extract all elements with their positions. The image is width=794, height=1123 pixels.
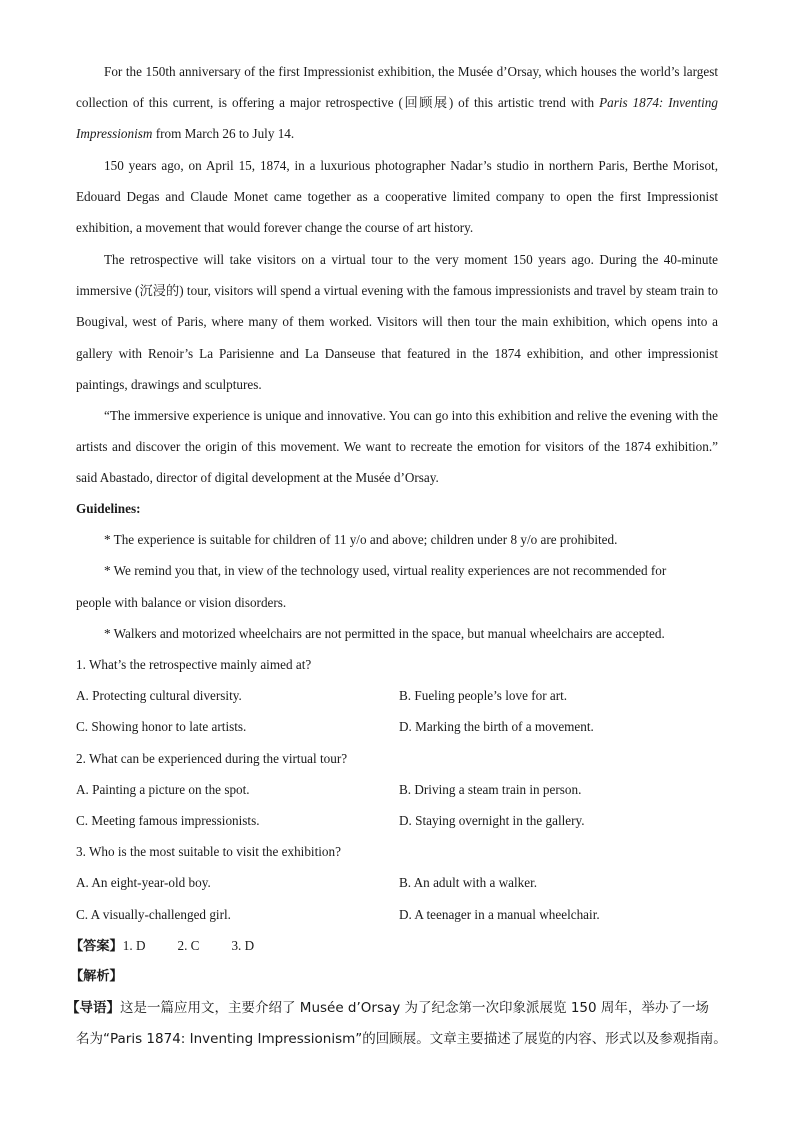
guideline-item-wheelchairs: * Walkers and motorized wheelchairs are not permitted in the space, but manual wheelchairs are accepted. xyxy=(104,626,665,641)
passage-paragraph-3 xyxy=(76,244,718,400)
analysis-label: 【解析】 xyxy=(70,969,123,984)
answer-2: 2. C xyxy=(177,938,200,953)
question-1-option-a: A. Protecting cultural diversity. xyxy=(76,688,242,703)
question-3-option-b: B. An adult with a walker. xyxy=(399,875,538,890)
exhibition-title: Paris 1874: Inventing Impressionism xyxy=(76,95,718,142)
guide-label: 【导语】 xyxy=(66,1000,120,1016)
guide-text-1: 这是一篇应用文，主要介绍了 Musée d’Orsay 为了纪念第一次印象派展览 150 周年，举办了一场 xyxy=(120,1000,709,1016)
question-1-option-b: B. Fueling people’s love for art. xyxy=(399,688,568,703)
answer-1: 1. D xyxy=(122,938,146,953)
guide-line-1 xyxy=(66,998,709,1018)
question-3-option-c: C. A visually-challenged girl. xyxy=(76,907,231,922)
question-2-stem: 2. What can be experienced during the virtual tour? xyxy=(76,751,348,766)
question-2-option-a: A. Painting a picture on the spot. xyxy=(76,782,250,797)
paragraph-1-intro: For the 150th anniversary of the first Impressionist exhibition, the Musée d’Orsay, which houses the world’s largest collection of this current, is offering a major retrospective (回顾展) of this artistic trend with xyxy=(76,64,718,111)
answer-line xyxy=(70,936,254,957)
guide-line-2: 名为“Paris 1874: Inventing Impressionism”的回顾展。文章主要描述了展览的内容、形式以及参观指南。 xyxy=(76,1031,727,1047)
guidelines-heading: Guidelines: xyxy=(76,501,141,516)
question-3-option-a: A. An eight-year-old boy. xyxy=(76,875,211,890)
question-1-option-d: D. Marking the birth of a movement. xyxy=(399,719,594,734)
question-1-option-c: C. Showing honor to late artists. xyxy=(76,719,247,734)
passage-paragraph-2 xyxy=(76,150,718,244)
guideline-item-age: * The experience is suitable for children of 11 y/o and above; children under 8 y/o are prohibited. xyxy=(104,532,618,547)
passage-paragraph-4 xyxy=(76,400,718,494)
question-2-option-c: C. Meeting famous impressionists. xyxy=(76,813,260,828)
answer-label: 【答案】 xyxy=(70,939,123,954)
guideline-item-vr-warning-cont: people with balance or vision disorders. xyxy=(76,595,287,610)
question-1-stem: 1. What’s the retrospective mainly aimed at? xyxy=(76,657,312,672)
answer-3: 3. D xyxy=(231,938,255,953)
paragraph-2-text: 150 years ago, on April 15, 1874, in a luxurious photographer Nadar’s studio in northern Paris, Berthe Morisot, Edouard Degas and Claude Monet came together as a cooperative limited company to open the first Impressionist exhibition, a movement that would forever change the course of art history. xyxy=(76,158,718,236)
question-2-option-b: B. Driving a steam train in person. xyxy=(399,782,582,797)
question-3-option-d: D. A teenager in a manual wheelchair. xyxy=(399,907,600,922)
guideline-item-vr-warning: * We remind you that, in view of the technology used, virtual reality experiences are not recommended for xyxy=(104,563,667,578)
paragraph-4-text: “The immersive experience is unique and innovative. You can go into this exhibition and relive the evening with the artists and discover the origin of this movement. We want to recreate the emotion for visitors of the 1874 exhibition.” said Abastado, director of digital development at the Musée d’Orsay. xyxy=(76,408,718,486)
question-2-option-d: D. Staying overnight in the gallery. xyxy=(399,813,585,828)
paragraph-3-text: The retrospective will take visitors on a virtual tour to the very moment 150 years ago. During the 40-minute immersive (沉浸的) tour, visitors will spend a virtual evening with the famous impressionists and travel by steam train to Bougival, west of Paris, where many of them worked. Visitors will then tour the main exhibition, which opens into a gallery with Renoir’s La Parisienne and La Danseuse that featured in the 1874 exhibition, and other impressionist paintings, drawings and sculptures. xyxy=(76,252,718,392)
paragraph-1-dates: from March 26 to July 14. xyxy=(152,126,295,142)
question-3-stem: 3. Who is the most suitable to visit the exhibition? xyxy=(76,844,341,859)
passage-paragraph-1 xyxy=(76,56,718,150)
